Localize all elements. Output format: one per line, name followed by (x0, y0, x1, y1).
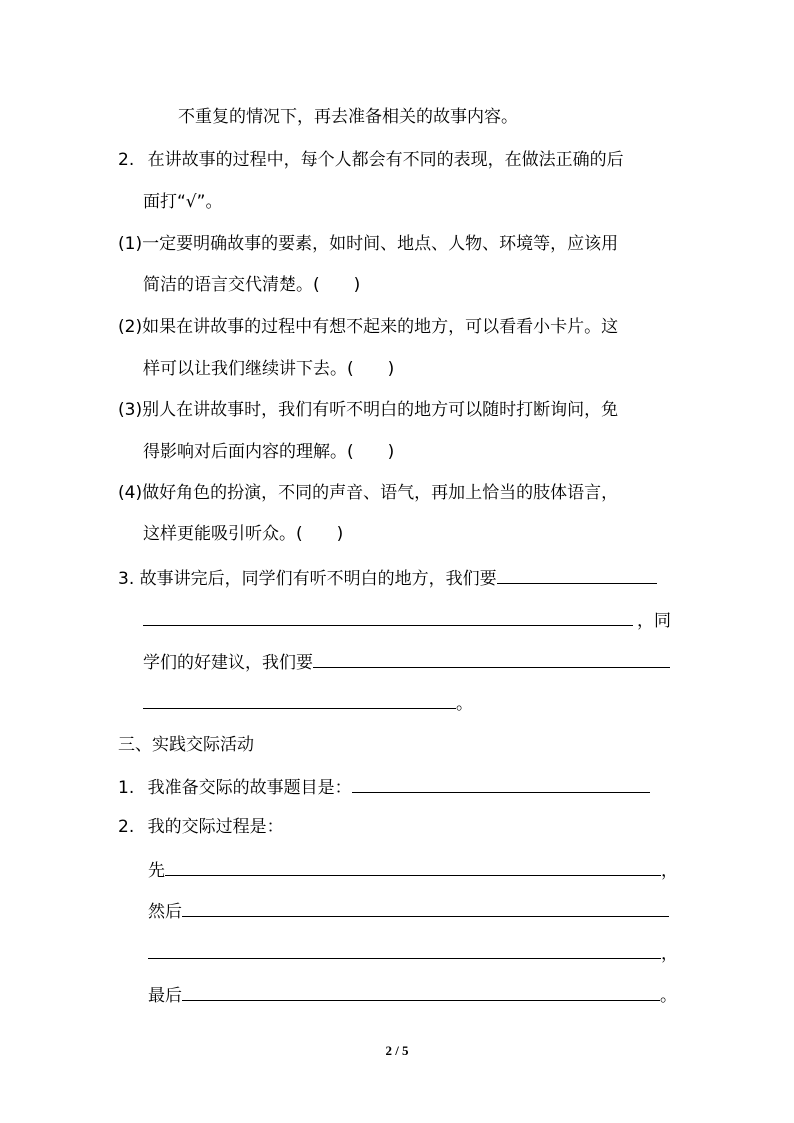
question-text: 我准备交际的故事题目是： (147, 778, 352, 798)
page-number: 2 / 5 (385, 1043, 409, 1058)
item-number: (4) (118, 483, 143, 503)
answer-blank[interactable] (143, 690, 456, 709)
process-blank[interactable] (148, 940, 661, 959)
question-number: 1. (118, 778, 135, 798)
process-blank[interactable] (182, 898, 669, 917)
item-number: (2) (118, 317, 143, 337)
question-3-line4 (143, 690, 473, 716)
item-text: 一定要明确故事的要素，如时间、地点、人物、环境等，应该用 (142, 234, 619, 254)
question-number: 2. (118, 150, 135, 170)
question-text: 学们的好建议，我们要 (143, 653, 313, 673)
question-text: 。 (456, 694, 473, 714)
process-finally (148, 982, 677, 1008)
question-3-line3 (143, 649, 670, 675)
item-3-cont: 得影响对后面内容的理解。( ) (143, 442, 395, 462)
label: 最后 (148, 986, 182, 1006)
process-blank[interactable] (182, 982, 660, 1001)
process-blank[interactable] (165, 857, 661, 876)
answer-blank[interactable] (313, 649, 670, 668)
question-text: 在讲故事的过程中，每个人都会有不同的表现，在做法正确的后 (147, 150, 624, 170)
question-number: 3. (118, 569, 135, 589)
practice-1 (118, 774, 650, 800)
punct: ， (661, 944, 678, 964)
question-text: ，同 (637, 611, 671, 631)
item-2 (118, 315, 618, 339)
item-number: (1) (118, 234, 143, 254)
practice-2 (118, 815, 284, 839)
item-4-cont: 这样更能吸引听众。( ) (143, 524, 344, 544)
section-3-title: 三、实践交际活动 (118, 735, 254, 755)
story-title-blank[interactable] (352, 774, 650, 793)
question-3 (118, 565, 657, 591)
question-text: 故事讲完后，同学们有听不明白的地方，我们要 (139, 569, 497, 589)
item-text: 做好角色的扮演，不同的声音、语气，再加上恰当的肢体语言， (142, 483, 619, 503)
item-1-cont: 简洁的语言交代清楚。( ) (143, 275, 361, 295)
punct: 。 (660, 986, 677, 1006)
label: 先 (148, 861, 165, 881)
question-2 (118, 148, 624, 172)
question-3-line2 (143, 607, 671, 633)
item-1 (118, 232, 618, 256)
item-number: (3) (118, 400, 143, 420)
line-continuation: 不重复的情况下，再去准备相关的故事内容。 (178, 107, 518, 127)
answer-blank[interactable] (143, 607, 633, 626)
process-first (148, 857, 678, 883)
item-2-cont: 样可以让我们继续讲下去。( ) (143, 359, 395, 379)
question-text: 我的交际过程是： (147, 817, 284, 837)
item-text: 别人在讲故事时，我们有听不明白的地方可以随时打断询问，免 (142, 400, 619, 420)
answer-blank[interactable] (497, 565, 657, 584)
process-then-cont (148, 940, 678, 966)
question-number: 2. (118, 817, 135, 837)
question-2-cont: 面打“√”。 (143, 192, 223, 212)
punct: ， (661, 861, 678, 881)
item-text: 如果在讲故事的过程中有想不起来的地方，可以看看小卡片。这 (142, 317, 619, 337)
item-4 (118, 481, 618, 505)
label: 然后 (148, 902, 182, 922)
process-then (148, 898, 669, 924)
item-3 (118, 398, 618, 422)
